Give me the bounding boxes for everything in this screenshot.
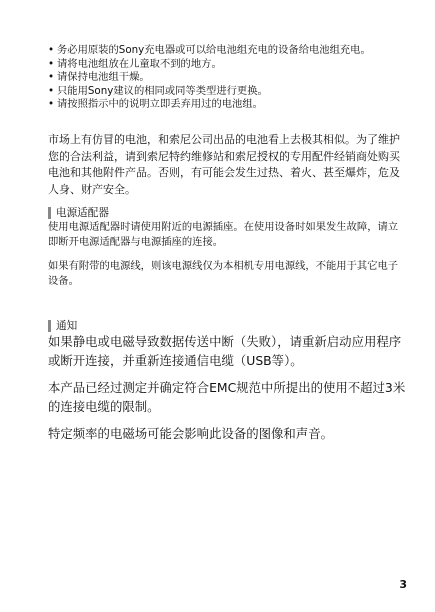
adapter-paragraph: 使用电源适配器时请使用附近的电源插座。在使用设备时如果发生故障，请立即断开电源适配器与电源插座的连接。	[48, 221, 399, 249]
list-item: • 请将电池组放在儿童取不到的地方。	[48, 58, 408, 72]
document-page	[48, 44, 408, 444]
power-cord-paragraph: 如果有附带的电源线，则该电源线仅为本相机专用电源线，不能用于其它电子设备。	[48, 260, 399, 288]
list-item: • 请保持电池组干燥。	[48, 71, 408, 85]
section-marker-icon	[48, 207, 51, 219]
notice-paragraph: 特定频率的电磁场可能会影响此设备的图像和声音。	[48, 426, 333, 442]
notice-section-heading	[48, 319, 408, 333]
page-number: 3	[399, 578, 407, 591]
notice-paragraph: 本产品已经过测定并确定符合EMC规范中所提出的使用不超过3米的连接电缆的限制。	[48, 380, 406, 414]
section-marker-icon	[48, 320, 51, 332]
list-item: • 务必用原装的Sony充电器或可以给电池组充电的设备给电池组充电。	[48, 44, 408, 58]
notice-paragraph: 如果静电或电磁导致数据传送中断（失败），请重新启动应用程序或断开连接，并重新连接通信电缆（USB等）。	[48, 334, 402, 368]
list-item: • 请按照指示中的说明立即丢弃用过的电池组。	[48, 98, 408, 112]
adapter-heading-text: 电源适配器	[56, 207, 109, 220]
adapter-section-heading	[48, 206, 408, 220]
list-item: • 只能用Sony建议的相同或同等类型进行更换。	[48, 85, 408, 99]
counterfeit-battery-warning: 市场上有仿冒的电池，和索尼公司出品的电池看上去极其相似。为了维护您的合法利益，请到索尼特约维修站和索尼授权的专用配件经销商处购买电池和其他附件产品。否则，有可能会发生过热、着火、甚至爆炸，危及人身、财产安全。	[48, 132, 400, 196]
notice-heading-text: 通知	[56, 320, 78, 333]
battery-safety-list	[48, 44, 408, 112]
